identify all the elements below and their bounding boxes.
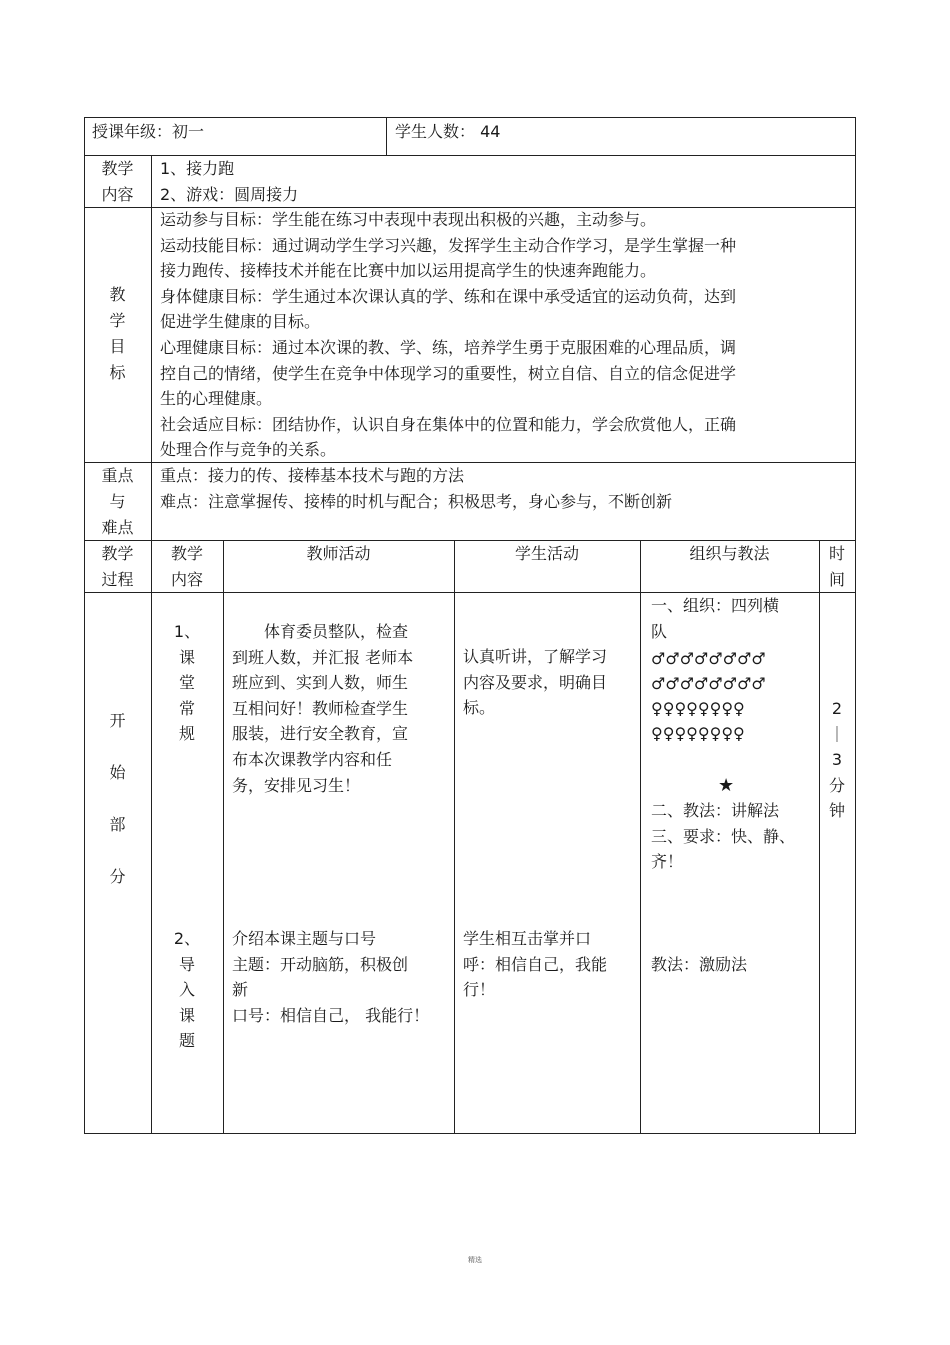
item1-student: 认真听讲，了解学习 内容及要求，明确目 标。 <box>463 647 608 718</box>
keypoints-label: 重点 与 难点 <box>101 466 134 537</box>
formation-row-female: ♀♀♀♀♀♀♀♀ <box>651 699 745 718</box>
table-divider <box>386 117 387 155</box>
table-divider <box>819 540 820 1133</box>
table-divider <box>640 540 641 1133</box>
table-border-top <box>84 117 856 118</box>
formation-diagram <box>651 646 766 746</box>
difficult-point: 难点：注意掌握传、接棒的时机与配合；积极思考，身心参与，不断创新 <box>160 492 673 511</box>
item1-organization: 一、组织：四列横 队 <box>651 596 780 641</box>
time-value: 2 ｜ 3 分 钟 <box>828 699 845 821</box>
item1-teacher: 体育委员整队，检查 到班人数，并汇报 老师本 班应到、实到人数，师生 互相问好！教师检查学生 服装，进行安全教育，宣 布本次课教学内容和任 务，安排见习生！ <box>232 622 414 795</box>
key-point: 重点：接力的传、接棒基本技术与跑的方法 <box>160 466 465 485</box>
header-student: 学生活动 <box>514 544 579 563</box>
content-item: 1、接力跑 <box>160 159 235 178</box>
goals-label: 教 学 目 标 <box>109 285 126 382</box>
header-teacher: 教师活动 <box>306 544 371 563</box>
item1-label: 1、 课 堂 常 规 <box>173 622 201 744</box>
item2-student: 学生相互击掌并口 呼：相信自己，我能 行！ <box>463 929 608 1000</box>
item2-teacher: 介绍本课主题与口号 主题：开动脑筋，积极创 新 口号：相信自己， 我能行！ <box>232 929 430 1025</box>
header-time: 时 间 <box>828 544 845 589</box>
goals-text: 运动参与目标：学生能在练习中表现中表现出积极的兴趣，主动参与。 运动技能目标：通过调动学生学习兴趣，发挥学生主动合作学习，是学生掌握一种 接力跑传、接棒技术并能在比赛中加以运用提高学生的快速奔跑能力。 身体健康目标：学生通过本次课认真的学、练和在课中承受适宜的运动负荷，达到 促进学生健康的目标。 心理健康目标：通过本次课的教、学、练，培养学生勇于克服困难的心理品质，调 控自己的情绪，使学生在竞争中体现学习的重要性，树立自信、自立的信念促进学 生的心理健康。 社会适应目标：团结协作，认识自身在集体中的位置和能力，学会欣赏他人，正确 处理合作与竞争的关系。 <box>160 210 737 460</box>
table-border-left <box>84 117 85 1133</box>
content-item: 2、游戏：圆周接力 <box>160 185 299 204</box>
section-label: 开 始 部 分 <box>109 711 126 886</box>
item1-method: 二、教法：讲解法 三、要求：快、静、 齐！ <box>651 801 796 872</box>
grade-label: 授课年级：初一 <box>92 122 205 141</box>
teacher-star-icon: ★ <box>718 775 735 796</box>
footer-mark: 精选 <box>468 1256 482 1264</box>
table-border-bottom <box>84 1133 856 1134</box>
header-content: 教学 内容 <box>170 544 203 589</box>
item2-method: 教法：激励法 <box>651 955 748 974</box>
content-label: 教学 内容 <box>101 159 134 204</box>
formation-row-male: ♂♂♂♂♂♂♂♂ <box>651 674 766 693</box>
header-process: 教学 过程 <box>101 544 134 589</box>
formation-row-male: ♂♂♂♂♂♂♂♂ <box>651 649 766 668</box>
table-border-right <box>855 117 856 1133</box>
table-divider <box>454 540 455 1133</box>
formation-row-female: ♀♀♀♀♀♀♀♀ <box>651 724 745 743</box>
table-divider <box>223 540 224 1133</box>
item2-label: 2、 导 入 课 题 <box>173 929 201 1051</box>
student-count: 学生人数： 44 <box>395 122 501 141</box>
header-organization: 组织与教法 <box>689 544 770 563</box>
